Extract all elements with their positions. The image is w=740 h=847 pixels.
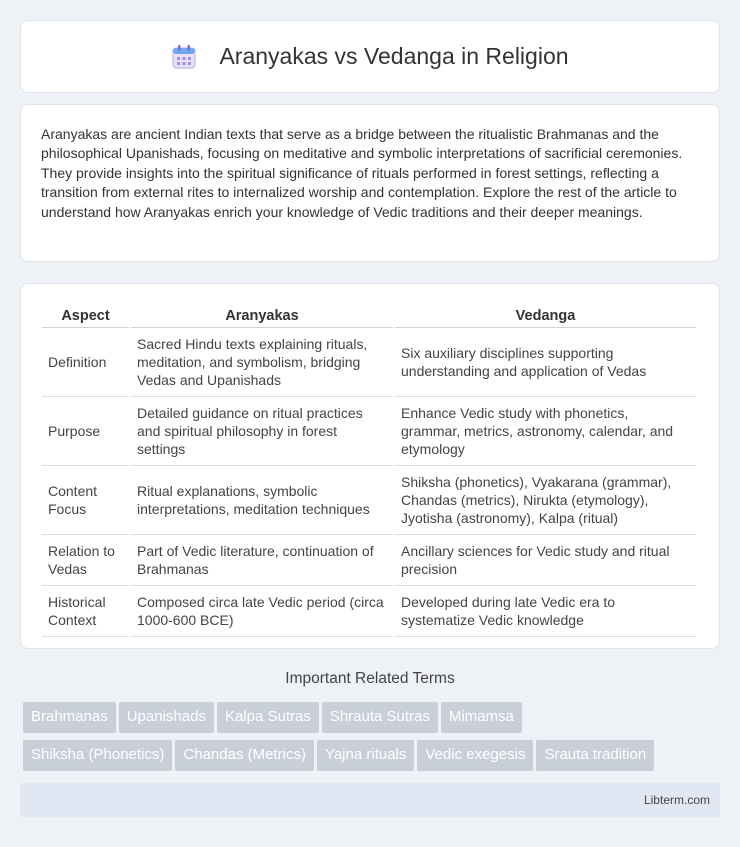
tag-yajna-rituals[interactable]: Yajna rituals xyxy=(317,740,414,771)
comparison-table xyxy=(40,304,698,637)
cell-vedanga: Enhance Vedic study with phonetics, grammar, metrics, astronomy, calendar, and etymology xyxy=(395,397,696,466)
comparison-table-card xyxy=(20,283,720,649)
cell-vedanga: Developed during late Vedic era to systematize Vedic knowledge xyxy=(395,586,696,637)
tag-shiksha[interactable]: Shiksha (Phonetics) xyxy=(23,740,172,771)
cell-aranyakas: Ritual explanations, symbolic interpretations, meditation techniques xyxy=(131,466,393,535)
tag-brahmanas[interactable]: Brahmanas xyxy=(23,702,116,733)
tag-srauta-tradition[interactable]: Srauta tradition xyxy=(536,740,654,771)
cell-aranyakas: Composed circa late Vedic period (circa 1000-600 BCE) xyxy=(131,586,393,637)
cell-aranyakas: Detailed guidance on ritual practices and spiritual philosophy in forest settings xyxy=(131,397,393,466)
related-terms-title: Important Related Terms xyxy=(285,670,455,687)
cell-aspect: Content Focus xyxy=(42,466,129,535)
intro-text: Aranyakas are ancient Indian texts that serve as a bridge between the ritualistic Brahmanas and the philosophical Upanishads, focusing on meditative and symbolic interpretations of sacrificial ceremonies. They provide insights into the spiritual significance of rituals performed in forest settings, reflecting a transition from external rites to internalized worship and contemplation. Explore the rest of the article to understand how Aranyakas enrich your knowledge of Vedic traditions and their deeper meanings. xyxy=(41,126,683,220)
header-aranyakas: Aranyakas xyxy=(131,304,393,328)
table-row xyxy=(42,397,696,466)
cell-aspect: Definition xyxy=(42,328,129,397)
tag-upanishads[interactable]: Upanishads xyxy=(119,702,214,733)
tag-mimamsa[interactable]: Mimamsa xyxy=(441,702,522,733)
header-vedanga: Vedanga xyxy=(395,304,696,328)
table-row xyxy=(42,328,696,397)
table-row xyxy=(42,466,696,535)
tag-vedic-exegesis[interactable]: Vedic exegesis xyxy=(417,740,533,771)
table-header-row xyxy=(42,304,696,328)
page-title: Aranyakas vs Vedanga in Religion xyxy=(219,43,569,69)
header-aspect: Aspect xyxy=(42,304,129,328)
footer xyxy=(20,783,720,817)
related-terms-tags xyxy=(23,702,723,778)
intro-card xyxy=(20,104,720,262)
cell-vedanga: Ancillary sciences for Vedic study and ritual precision xyxy=(395,535,696,586)
footer-link[interactable]: Libterm.com xyxy=(643,793,710,807)
tag-kalpa-sutras[interactable]: Kalpa Sutras xyxy=(217,702,319,733)
table-row xyxy=(42,535,696,586)
table-row xyxy=(42,586,696,637)
cell-aranyakas: Sacred Hindu texts explaining rituals, meditation, and symbolism, bridging Vedas and Upanishads xyxy=(131,328,393,397)
tag-shrauta-sutras[interactable]: Shrauta Sutras xyxy=(322,702,438,733)
tag-chandas[interactable]: Chandas (Metrics) xyxy=(175,740,314,771)
cell-aspect: Historical Context xyxy=(42,586,129,637)
cell-aranyakas: Part of Vedic literature, continuation of Brahmanas xyxy=(131,535,393,586)
cell-aspect: Relation to Vedas xyxy=(42,535,129,586)
cell-aspect: Purpose xyxy=(42,397,129,466)
calendar-icon xyxy=(171,44,197,70)
cell-vedanga: Shiksha (phonetics), Vyakarana (grammar), Chandas (metrics), Nirukta (etymology), Jyotisha (astronomy), Kalpa (ritual) xyxy=(395,466,696,535)
cell-vedanga: Six auxiliary disciplines supporting understanding and application of Vedas xyxy=(395,328,696,397)
header-card xyxy=(20,20,720,93)
